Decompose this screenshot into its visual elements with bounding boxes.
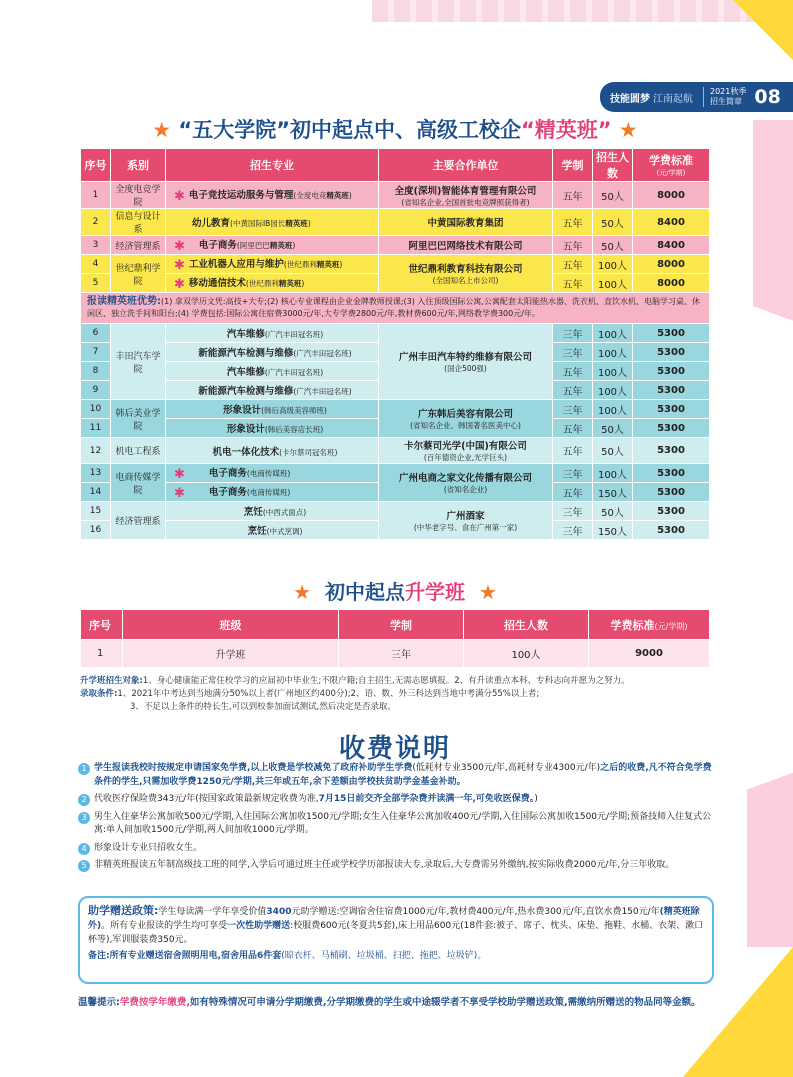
table-row: 1 升学班 三年 100人 9000	[81, 640, 710, 668]
asterisk-icon: ✱	[174, 466, 185, 482]
elite-advantages-row: 报读精英班优势:(1) 拿双学历文凭:高技+大专;(2) 核心专业课程由企业金牌教师授课;(3) 入住顶级国际公寓,公寓配套太阳能热水器、洗衣机、直饮水机、电脑学习桌、休闲区、独立洗手间和阳台;(4) 学费包括:国际公寓住宿费3000元/年,大专学费2800元/年,教材费600元/年,网络教学费300元/年。	[81, 293, 710, 324]
table-row: 11 形象设计(韩后美容店长班) 五年 50人 5300	[81, 419, 710, 438]
asterisk-icon: ✱	[174, 257, 185, 273]
asterisk-icon: ✱	[174, 238, 185, 254]
table-row: 8 汽车维修(广汽丰田冠名班) 五年 100人 5300	[81, 362, 710, 381]
list-item: 2 代收医疗保险费343元/年(按国家政策最新规定收费为准,7月15日前交齐全部学杂费并读满一年,可免收医保费。)	[78, 793, 718, 807]
asterisk-icon: ✱	[174, 276, 185, 292]
table-row: 1 全度电竞学院 ✱ 电子竞技运动服务与管理(全度电竞精英班) 全度(深圳)智能体育管理有限公司 (省知名企业,全国首批电竞牌照获得者) 五年 50人 8000	[81, 182, 710, 209]
list-item: 4 形象设计专业只招收女生。	[78, 842, 718, 856]
table-row: 10 韩后美业学院 形象设计(韩后高级美容师班) 广东韩后美容有限公司 (省知名企业、韩国著名医美中心) 三年 100人 5300	[81, 400, 710, 419]
table-row: 7 新能源汽车检测与维修(广汽丰田冠名班) 三年 100人 5300	[81, 343, 710, 362]
header-badge	[600, 82, 793, 112]
badge-slogan: 技能圆梦	[610, 93, 650, 105]
col-header: 学费标准 (元/学期)	[633, 149, 710, 182]
table-row: 12 机电工程系 机电一体化技术(卡尔蔡司冠名班) 卡尔蔡司光学(中国)有限公司 (百年德资企业,光学巨头) 五年 50人 5300	[81, 438, 710, 464]
page-number: 08	[754, 86, 781, 108]
list-item: 1 学生报读我校时按规定申请国家免学费,以上收费是学校减免了政府补助学生学费(低耗材专业3500元/年,高耗材专业4300元/年)之后的收费,凡不符合免学费条件的学生,只需加收学费1250元/学期,共三年或五年,余下差额由学校扶贫助学金基金补助。	[78, 762, 718, 789]
asterisk-icon: ✱	[174, 188, 185, 204]
col-header: 招生人数	[464, 610, 589, 640]
star-icon: ★	[293, 580, 312, 604]
pink-side-decoration	[753, 120, 793, 440]
col-header: 招生专业	[166, 149, 379, 182]
section-title-upgrade: ★ 初中起点升学班 ★	[293, 580, 497, 604]
section-title-elite: ★ “五大学院”初中起点中、高级工校企“精英班” ★	[152, 118, 638, 142]
col-header: 学制	[339, 610, 464, 640]
pink-bottom-decoration	[747, 647, 793, 947]
top-stripe-decoration	[372, 0, 793, 22]
table-row: 16 烹饪(中式烹调) 三年 150人 5300	[81, 521, 710, 540]
list-item: 3 男生入住豪华公寓加收500元/学期,入住国际公寓加收1500元/学期;女生入住豪华公寓加收400元/学期,入住国际公寓加收1500元/学期;预备技师入住复式公寓:单人间加收1500元/学期,两人间加收1000元/学期。	[78, 811, 718, 838]
elite-program-table	[80, 148, 710, 540]
col-header: 学制	[553, 149, 593, 182]
col-header: 系别	[111, 149, 166, 182]
table-row: 15 经济管理系 烹饪(中西式面点) 广州酒家 (中华老字号、食在广州第一家) 三年 50人 5300	[81, 502, 710, 521]
upgrade-class-table	[80, 609, 710, 668]
table-row: 6 丰田汽车学院 汽车维修(广汽丰田冠名班) 广州丰田汽车特约维修有限公司 (国企500强) 三年 100人 5300	[81, 324, 710, 343]
yellow-corner-decoration	[733, 0, 793, 60]
asterisk-icon: ✱	[174, 485, 185, 501]
table-row: 13 电商传媒学院 ✱ 电子商务(电商传媒班) 广州电商之家文化传播有限公司 (省知名企业) 三年 100人 5300	[81, 464, 710, 483]
table-row: 5 ✱ 移动通信技术(世纪鼎利精英班) 五年 100人 8000	[81, 274, 710, 293]
badge-season: 2021秋季 招生简章	[703, 87, 746, 107]
star-icon: ★	[152, 118, 172, 142]
list-item: 5 非精英班报读五年制高级技工班的同学,入学后可通过班主任或学校学历部报读大专,录取后,大专费需另外缴纳,按实际收费2000元/年,分三年收取。	[78, 859, 718, 873]
fee-list	[78, 762, 718, 877]
aid-policy-box: 助学赠送政策:学生每读满一学年享受价值3400元助学赠送:空调宿舍住宿费1000元/年,教材费400元/年,热水费300元/年,直饮水费150元/年(精英班除外)。所有专业报读的学生均可享受一次性助学赠送:校服费600元(冬夏共5套),床上用品600元(18件套:被子、席子、枕头、床垫、拖鞋、水桶、衣架、漱口杯等),军训服装费350元。 备注:所有专业赠送宿舍照明用电,宿舍用品6件套(晾衣杆、马桶刷、垃圾桶、扫把、拖把、垃圾铲)。	[78, 896, 714, 984]
badge-slogan-2: 江南起航	[653, 93, 693, 105]
table-row: 4 世纪鼎利学院 ✱ 工业机器人应用与维护(世纪鼎利精英班) 世纪鼎利教育科技有限公司 (全国知名上市公司) 五年 100人 8000	[81, 255, 710, 274]
table-row: 2 信息与设计系 幼儿教育(中黄国际IB园长精英班) 中黄国际教育集团 五年 50人 8400	[81, 209, 710, 236]
fee-section-title: 收费说明	[338, 734, 451, 764]
star-icon: ★	[618, 118, 638, 142]
col-header: 主要合作单位	[379, 149, 553, 182]
table-row: 3 经济管理系 ✱ 电子商务(阿里巴巴精英班) 阿里巴巴网络技术有限公司 五年 50人 8400	[81, 236, 710, 255]
col-header: 学费标准(元/学期)	[589, 610, 710, 640]
col-header: 序号	[81, 610, 123, 640]
table-row: 14 ✱ 电子商务(电商传媒班) 五年 150人 5300	[81, 483, 710, 502]
col-header: 班级	[123, 610, 339, 640]
col-header: 招生人数	[593, 149, 633, 182]
warm-tip: 温馨提示:学费按学年缴费,如有特殊情况可申请分学期缴费,分学期缴费的学生或中途辍学者不享受学校助学赠送政策,需缴纳所赠送的物品同等金额。	[78, 997, 701, 1008]
table-row: 9 新能源汽车检测与维修(广汽丰田冠名班) 五年 100人 5300	[81, 381, 710, 400]
admission-notes: 升学班招生对象:1、身心健康能正常住校学习的应届初中毕业生;不限户籍;自主招生,无需志愿填报。2、有升读重点本科、专科志向并愿为之努力。 录取条件:1、2021年中考达到当地满分50%以上者(广州地区约400分);2、语、数、外三科达到当地中考满分55%以上者; 3、不足以上条件的特长生,可以到校参加面试测试,然后决定是否录取。	[80, 676, 630, 712]
star-icon: ★	[478, 580, 497, 604]
col-header: 序号	[81, 149, 111, 182]
